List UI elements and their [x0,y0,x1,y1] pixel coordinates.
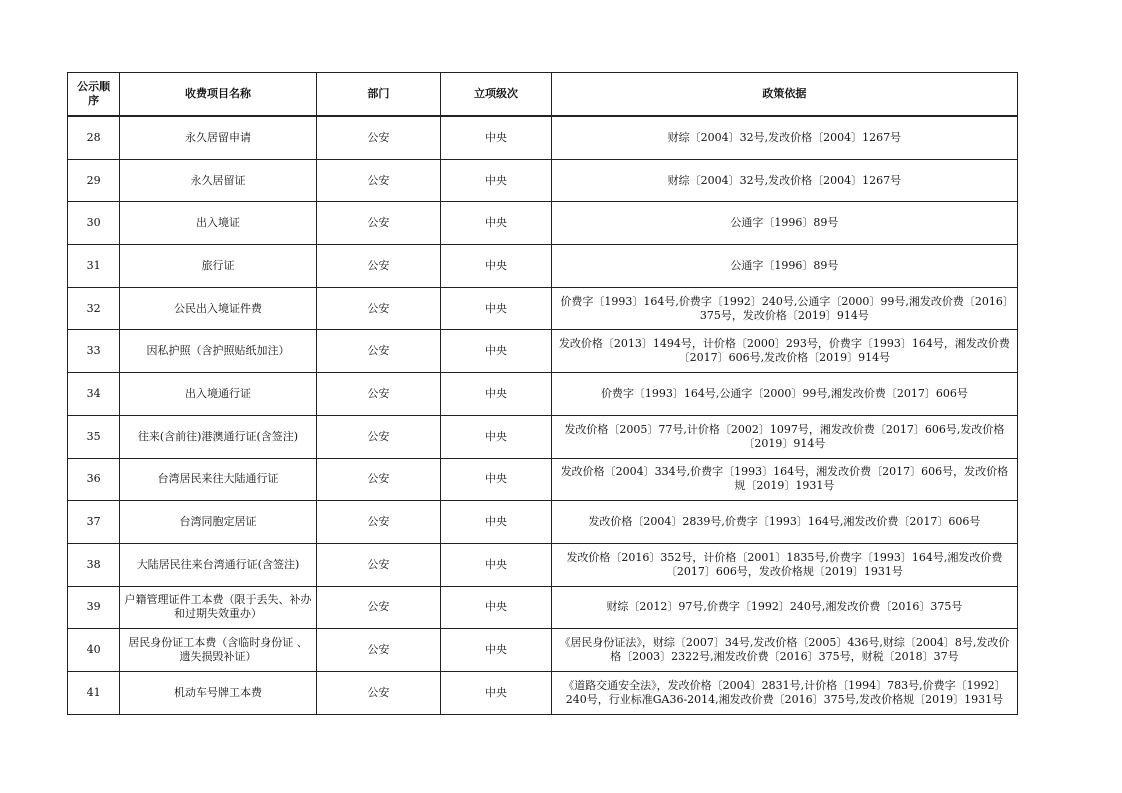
cell-level: 中央 [441,287,552,330]
cell-dept: 公安 [316,671,440,714]
cell-dept: 公安 [316,116,440,159]
cell-seq: 36 [68,458,120,501]
table-row [68,629,1018,672]
cell-name: 永久居留申请 [120,116,316,159]
cell-level: 中央 [441,501,552,544]
cell-dept: 公安 [316,629,440,672]
cell-name: 往来(含前往)港澳通行证(含签注) [120,415,316,458]
cell-dept: 公安 [316,245,440,288]
cell-name: 公民出入境证件费 [120,287,316,330]
cell-name: 因私护照（含护照贴纸加注） [120,330,316,373]
cell-name: 大陆居民往来台湾通行证(含签注) [120,543,316,586]
cell-seq: 30 [68,202,120,245]
cell-name: 永久居留证 [120,159,316,202]
cell-name: 机动车号牌工本费 [120,671,316,714]
table-body [68,116,1018,714]
cell-seq: 33 [68,330,120,373]
cell-level: 中央 [441,116,552,159]
cell-level: 中央 [441,543,552,586]
cell-basis: 发改价格〔2004〕2839号,价费字〔1993〕164号,湘发改价费〔2017〕606号 [551,501,1017,544]
cell-seq: 35 [68,415,120,458]
fee-table-sheet [67,72,1018,715]
cell-seq: 41 [68,671,120,714]
header-level: 立项级次 [441,73,552,117]
cell-dept: 公安 [316,373,440,416]
cell-basis: 财综〔2004〕32号,发改价格〔2004〕1267号 [551,159,1017,202]
table-row [68,202,1018,245]
cell-seq: 29 [68,159,120,202]
cell-name: 户籍管理证件工本费（限于丢失、补办和过期失效重办） [120,586,316,629]
cell-level: 中央 [441,458,552,501]
table-row [68,501,1018,544]
cell-dept: 公安 [316,458,440,501]
table-row [68,116,1018,159]
cell-level: 中央 [441,373,552,416]
table-row [68,458,1018,501]
cell-basis: 价费字〔1993〕164号,价费字〔1992〕240号,公通字〔2000〕99号,湘发改价费〔2016〕375号，发改价格〔2019〕914号 [551,287,1017,330]
table-row [68,287,1018,330]
cell-level: 中央 [441,415,552,458]
cell-name: 居民身份证工本费（含临时身份证 、遗失损毁补证） [120,629,316,672]
cell-seq: 28 [68,116,120,159]
cell-name: 台湾同胞定居证 [120,501,316,544]
cell-name: 出入境证 [120,202,316,245]
table-row [68,245,1018,288]
table-row [68,671,1018,714]
cell-dept: 公安 [316,287,440,330]
cell-seq: 34 [68,373,120,416]
table-row [68,330,1018,373]
cell-level: 中央 [441,586,552,629]
cell-basis: 《道路交通安全法》，发改价格〔2004〕2831号,计价格〔1994〕783号,价费字〔1992〕240号，行业标准GA36-2014,湘发改价费〔2016〕375号,发改价格规〔2019〕1931号 [551,671,1017,714]
cell-basis: 公通字〔1996〕89号 [551,202,1017,245]
cell-basis: 财综〔2012〕97号,价费字〔1992〕240号,湘发改价费〔2016〕375号 [551,586,1017,629]
header-name: 收费项目名称 [120,73,316,117]
fee-table [67,72,1018,715]
cell-seq: 39 [68,586,120,629]
cell-name: 出入境通行证 [120,373,316,416]
cell-level: 中央 [441,159,552,202]
cell-basis: 发改价格〔2013〕1494号，计价格〔2000〕293号，价费字〔1993〕164号，湘发改价费〔2017〕606号,发改价格〔2019〕914号 [551,330,1017,373]
cell-basis: 价费字〔1993〕164号,公通字〔2000〕99号,湘发改价费〔2017〕606号 [551,373,1017,416]
cell-seq: 32 [68,287,120,330]
cell-dept: 公安 [316,159,440,202]
cell-dept: 公安 [316,415,440,458]
cell-seq: 37 [68,501,120,544]
cell-basis: 发改价格〔2016〕352号，计价格〔2001〕1835号,价费字〔1993〕164号,湘发改价费〔2017〕606号，发改价格规〔2019〕1931号 [551,543,1017,586]
table-row [68,159,1018,202]
cell-seq: 31 [68,245,120,288]
table-header-row [68,73,1018,117]
cell-level: 中央 [441,202,552,245]
cell-level: 中央 [441,330,552,373]
cell-seq: 40 [68,629,120,672]
cell-seq: 38 [68,543,120,586]
cell-basis: 发改价格〔2005〕77号,计价格〔2002〕1097号，湘发改价费〔2017〕606号,发改价格〔2019〕914号 [551,415,1017,458]
cell-basis: 《居民身份证法》，财综〔2007〕34号,发改价格〔2005〕436号,财综〔2004〕8号,发改价格〔2003〕2322号,湘发改价费〔2016〕375号，财税〔2018〕37号 [551,629,1017,672]
cell-dept: 公安 [316,330,440,373]
cell-basis: 公通字〔1996〕89号 [551,245,1017,288]
cell-level: 中央 [441,245,552,288]
table-row [68,586,1018,629]
cell-basis: 财综〔2004〕32号,发改价格〔2004〕1267号 [551,116,1017,159]
cell-name: 旅行证 [120,245,316,288]
cell-dept: 公安 [316,202,440,245]
table-row [68,543,1018,586]
table-row [68,415,1018,458]
header-dept: 部门 [316,73,440,117]
cell-level: 中央 [441,671,552,714]
header-seq: 公示顺序 [68,73,120,117]
cell-dept: 公安 [316,543,440,586]
cell-dept: 公安 [316,501,440,544]
cell-name: 台湾居民来往大陆通行证 [120,458,316,501]
header-basis: 政策依据 [551,73,1017,117]
cell-basis: 发改价格〔2004〕334号,价费字〔1993〕164号，湘发改价费〔2017〕606号，发改价格规〔2019〕1931号 [551,458,1017,501]
cell-level: 中央 [441,629,552,672]
table-row [68,373,1018,416]
cell-dept: 公安 [316,586,440,629]
